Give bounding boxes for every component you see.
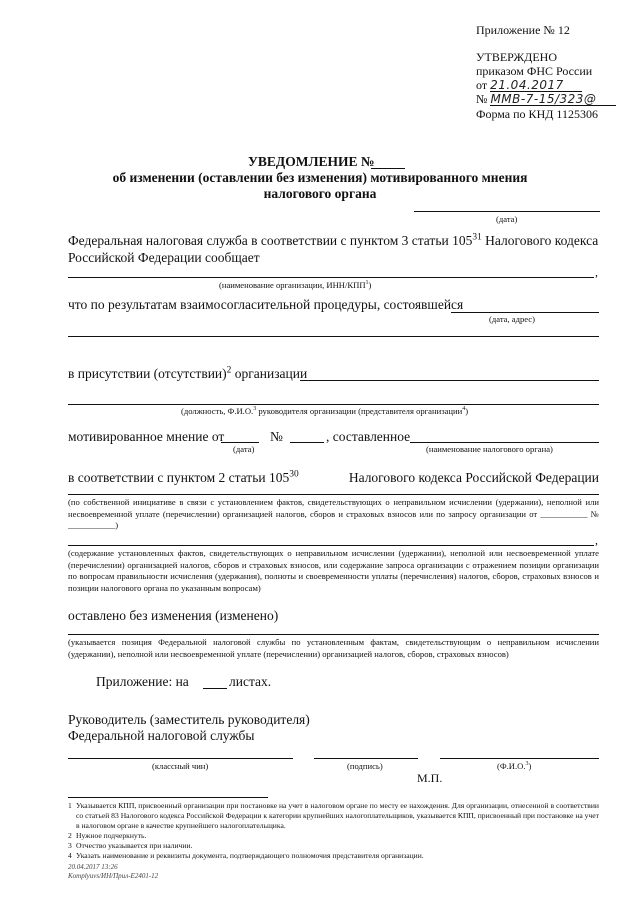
order-number-row — [476, 92, 616, 107]
opinion-text: мотивированное мнение от — [68, 429, 225, 444]
date-caption: (дата) — [496, 214, 518, 224]
intro-text-b: Налогового кодекса — [481, 233, 599, 248]
title-line2: об изменении (оставлении без изменения) мотивированного мнения — [112, 170, 528, 185]
position-caption-mid: руководителя организации (представителя организации — [256, 406, 463, 416]
head-title1: Руководитель (заместитель руководителя) — [68, 712, 310, 727]
org-name-caption-end: ) — [368, 280, 372, 290]
article-text — [68, 470, 599, 486]
presence-line — [300, 380, 599, 381]
title-line3: налогового органа — [263, 186, 377, 201]
fio-caption-end: ) — [528, 761, 532, 771]
position-line — [68, 404, 599, 405]
position-caption-sup2: 4 — [462, 406, 466, 413]
footnote-num-1: 1 — [68, 801, 72, 810]
note2-caption: (содержание установленных фактов, свидетельствующих о неправильном исчислении (удержании), неполной или несвоевременной уплате (перечислении) организацией налогов, сборов и страховых взносов, или содержание запроса организации с отражением позиции организации по вопросам правильности исчисления (удержания), полноты и своевременности уплаты (перечисления) налогов, сборов, страховых взносов и позиции налогового органа по указанным вопросам) — [68, 548, 599, 593]
procedure-date-line — [451, 312, 599, 313]
number-label: № — [476, 92, 488, 106]
opinion-number-label: № — [270, 429, 283, 444]
date-line — [414, 211, 600, 212]
presence-sup: 2 — [226, 365, 232, 376]
note3-caption: (указывается позиция Федеральной налоговой службы по установленным фактам, свидетельствующим о неправильном исчислении (удержании), неполной или несвоевременной уплате (перечислении) организацией налогов, сборов, страховых взносов) — [68, 637, 599, 659]
print-path: Komplyuvs/ИН/Прил-Е2401-12 — [68, 872, 159, 880]
fio-caption-sup: 3 — [525, 761, 529, 768]
intro-text-a: Федеральная налоговая служба в соответствии с пунктом 3 статьи 105 — [68, 233, 473, 248]
class-rank-line — [68, 758, 293, 759]
procedure-line2 — [68, 336, 599, 337]
opinion-date-caption: (дата) — [233, 444, 255, 454]
order-label: приказом ФНС России — [476, 64, 593, 78]
footnote-num-2: 2 — [68, 831, 72, 840]
signature-caption: (подпись) — [347, 761, 383, 771]
form-code: Форма по КНД 1125306 — [476, 107, 598, 121]
position-caption-sup: 3 — [253, 406, 257, 413]
head-title2: Федеральной налоговой службы — [68, 728, 255, 743]
position-caption-text: (должность, Ф.И.О. — [181, 406, 254, 416]
opinion-date-line — [221, 442, 259, 443]
article-text-a-main: в соответствии с пунктом 2 статьи 105 — [68, 470, 290, 485]
unchanged-text: оставлено без изменения (изменено) — [68, 608, 279, 623]
intro-line2: Российской Федерации сообщает — [68, 250, 260, 265]
footnote-4: Указать наименование и реквизиты документа, подтверждающего полномочия представителя организации. — [76, 851, 424, 860]
opinion-compiled-text: , составленное — [326, 429, 411, 444]
print-timestamp: 20.04.2017 13:26 — [68, 863, 118, 871]
appendix-number: Приложение № 12 — [476, 23, 570, 37]
order-date-handwritten: 21.04.2017 — [490, 80, 582, 92]
footnote-3: Отчество указывается при наличии. — [76, 841, 193, 850]
footnote-num-4: 4 — [68, 851, 72, 860]
date-address-caption: (дата, адрес) — [489, 314, 535, 324]
article-text-b: Налогового кодекса Российской Федерации — [348, 470, 599, 485]
fio-caption-text: (Ф.И.О. — [497, 761, 526, 771]
org-name-caption-text: (наименование организации, ИНН/КПП — [219, 280, 366, 290]
presence-text-b: организации — [231, 366, 308, 381]
org-name-caption — [219, 280, 371, 290]
fio-caption — [497, 761, 531, 771]
org-name-line — [68, 277, 594, 278]
stamp-place: М.П. — [417, 771, 443, 785]
attachment-count-line — [203, 688, 227, 689]
note2-line — [68, 545, 594, 546]
footnote-num-3: 3 — [68, 841, 72, 850]
class-rank-caption: (классный чин) — [152, 761, 209, 771]
footnote-2: Нужное подчеркнуть. — [76, 831, 147, 840]
fio-line — [440, 758, 599, 759]
intro-line1 — [68, 233, 598, 249]
position-caption-end: ) — [465, 406, 469, 416]
tax-org-caption: (наименование налогового органа) — [426, 444, 553, 454]
attachment-text-a: Приложение: на — [96, 674, 189, 689]
attachment-text-b: листах. — [229, 674, 272, 689]
intro-sup: 31 — [472, 232, 482, 243]
signature-line — [314, 758, 418, 759]
note1-line — [68, 494, 599, 495]
footnote-1: Указывается КПП, присвоенный организации при постановке на учет в налоговом органе по месту ее нахождения. Для организации, отнесенной в соответствии со статьей 83 Налогового кодекса Российской Федерации к категории крупнейших налогоплательщиков, указывается КПП, присвоенный при постановке на учет в налоговом органе в качестве крупнейшего налогоплательщика. — [76, 801, 599, 830]
presence-text-a: в присутствии (отсутствии) — [68, 366, 227, 381]
org-name-caption-sup: 1 — [365, 280, 369, 287]
approved-label: УТВЕРЖДЕНО — [476, 50, 558, 64]
footnote-separator — [68, 797, 268, 798]
procedure-text: что по результатам взаимосогласительной процедуры, состоявшейся — [68, 297, 464, 312]
title-line1: УВЕДОМЛЕНИЕ № — [248, 154, 375, 169]
order-number-handwritten: ММВ-7-15/323@ — [490, 94, 616, 106]
from-label: от — [476, 78, 488, 92]
note1-caption: (по собственной инициативе в связи с установлением фактов, свидетельствующих о неправильном исчислении (удержании), неполной или несвоевременной уплате (перечислении) организацией налогов, сборов и страховых взносов или по запросу организации от ___________ № ___________) — [68, 497, 599, 530]
note3-line — [68, 634, 599, 635]
presence-text — [68, 366, 307, 382]
order-date-row — [476, 78, 582, 93]
comma2: , — [595, 533, 598, 547]
tax-org-line — [410, 442, 599, 443]
article-sup: 30 — [289, 469, 299, 480]
opinion-number-line — [290, 442, 324, 443]
position-caption — [181, 406, 468, 416]
comma: , — [595, 265, 598, 279]
article-text-a — [68, 470, 299, 486]
notice-number-line — [371, 168, 405, 169]
